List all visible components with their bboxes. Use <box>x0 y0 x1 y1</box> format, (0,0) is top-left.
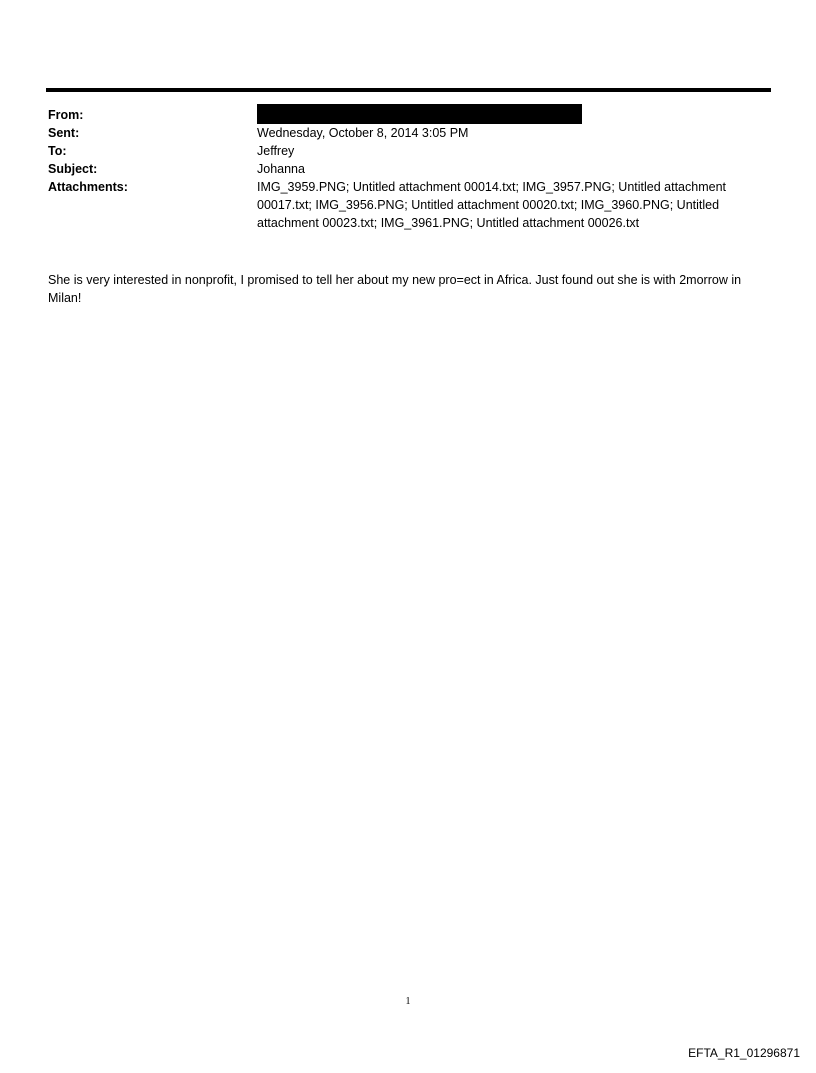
top-rule <box>46 88 771 92</box>
subject-value: Johanna <box>257 162 305 176</box>
sent-label: Sent: <box>48 126 80 140</box>
from-label: From: <box>48 108 84 122</box>
to-value: Jeffrey <box>257 144 295 158</box>
from-value <box>257 106 768 124</box>
from-row <box>48 106 768 124</box>
attachments-value: IMG_3959.PNG; Untitled attachment 00014.txt; IMG_3957.PNG; Untitled attachment 00017.txt; IMG_3956.PNG; Untitled attachment 00020.txt; IMG_3960.PNG; Untitled attachment 00023.txt; IMG_3961.PNG; Untitled attachment 00026.txt <box>257 180 726 230</box>
email-header <box>48 106 768 232</box>
attachments-row <box>48 178 768 232</box>
redaction-block <box>257 104 582 124</box>
subject-label: Subject: <box>48 162 98 176</box>
document-id: EFTA_R1_01296871 <box>688 1046 800 1060</box>
to-label: To: <box>48 144 67 158</box>
subject-row <box>48 160 768 178</box>
page-number: 1 <box>405 996 411 1007</box>
sent-row <box>48 124 768 142</box>
email-body: She is very interested in nonprofit, I promised to tell her about my new pro=ect in Africa. Just found out she is with 2morrow in Milan! <box>48 273 742 305</box>
to-row <box>48 142 768 160</box>
attachments-label: Attachments: <box>48 180 128 194</box>
sent-value: Wednesday, October 8, 2014 3:05 PM <box>257 126 469 140</box>
